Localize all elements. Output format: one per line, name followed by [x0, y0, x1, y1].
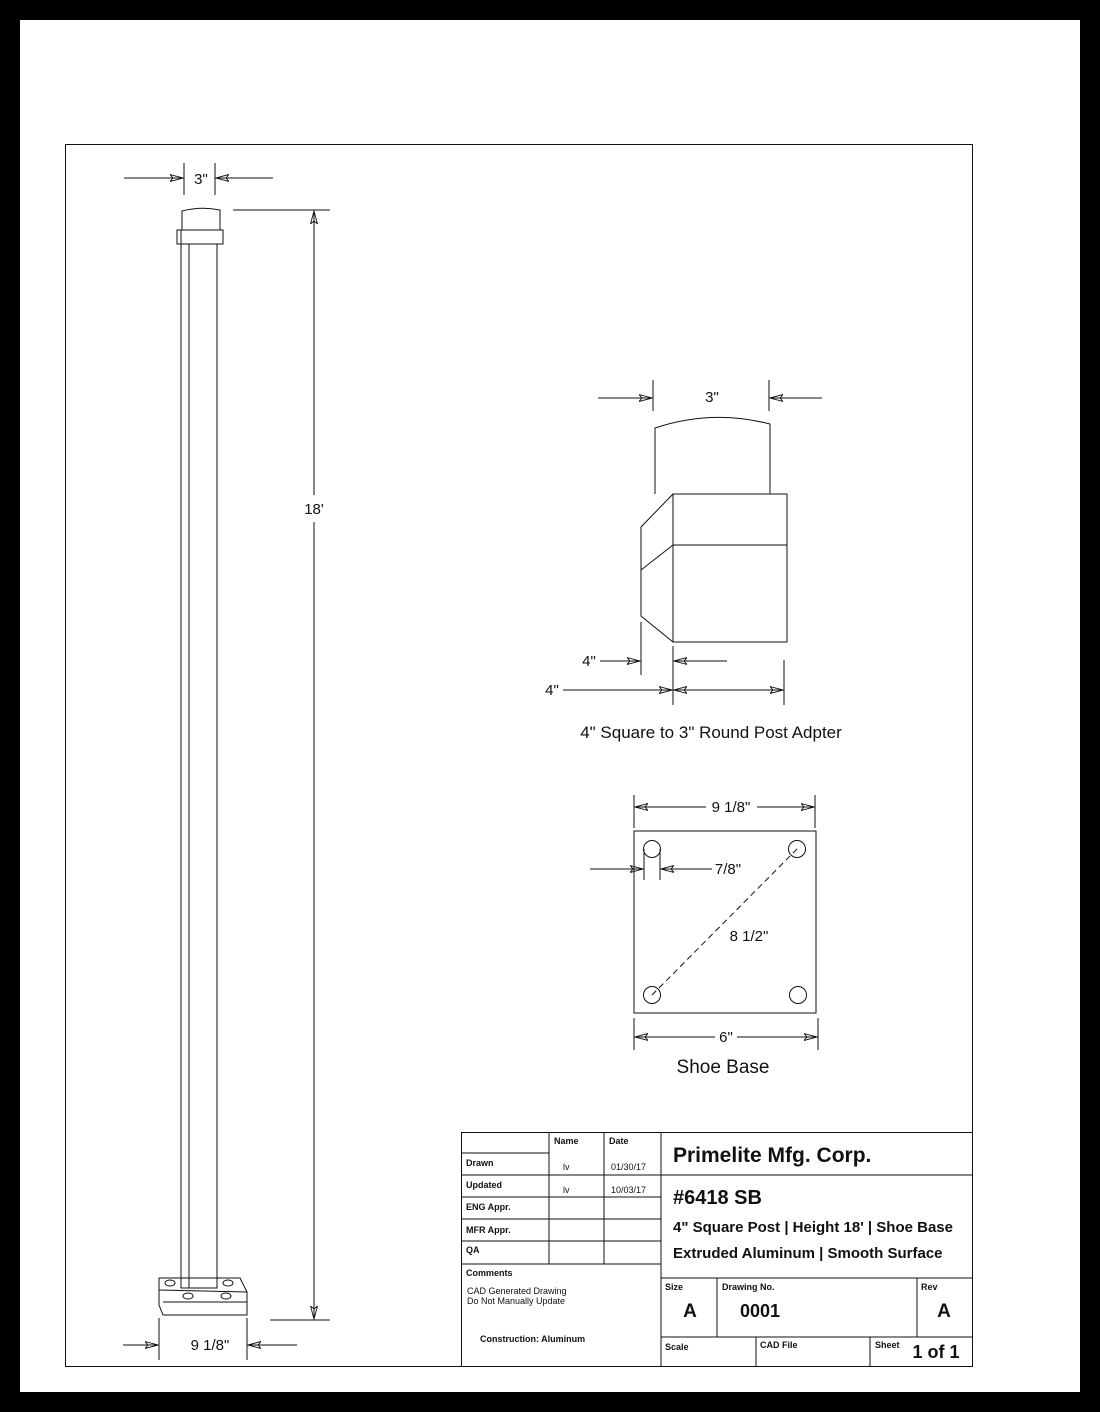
tb-row-label: MFR Appr. — [466, 1225, 511, 1235]
shoe-hole-dim: 7/8" — [714, 861, 742, 878]
tb-construction: Construction: Aluminum — [480, 1334, 586, 1344]
tb-comment-line: Do Not Manually Update — [467, 1296, 566, 1306]
tb-col-date: Date — [609, 1136, 629, 1146]
tb-drawing-no-value: 0001 — [740, 1301, 781, 1321]
tb-sheet-label: Sheet — [875, 1340, 900, 1350]
adapter-inner-dim: 4" — [582, 653, 596, 670]
adapter-outer-dim: 4" — [545, 682, 559, 699]
tb-description-line: 4" Square Post | Height 18' | Shoe Base — [673, 1219, 953, 1236]
paper — [20, 20, 1080, 1392]
tb-size-label: Size — [665, 1282, 684, 1292]
tb-description-line: Extruded Aluminum | Smooth Surface — [673, 1245, 943, 1262]
tb-row-date: 10/03/17 — [611, 1185, 647, 1195]
tb-row-name: lv — [563, 1162, 570, 1172]
tb-company-name: Primelite Mfg. Corp. — [673, 1144, 872, 1167]
tb-size-value: A — [683, 1301, 697, 1322]
post-width-dim: 3" — [194, 171, 208, 188]
tb-row-label: QA — [466, 1245, 480, 1255]
tb-rev-value: A — [937, 1301, 951, 1322]
tb-row-name: lv — [563, 1185, 570, 1195]
tb-row-label: Updated — [466, 1180, 502, 1190]
shoe-width-dim: 9 1/8" — [711, 799, 751, 816]
tb-col-name: Name — [554, 1136, 579, 1146]
tb-part-number: #6418 SB — [673, 1187, 762, 1209]
tb-scale-label: Scale — [665, 1342, 689, 1352]
tb-drawing-no-label: Drawing No. — [722, 1282, 775, 1292]
adapter-top-dim: 3" — [705, 389, 719, 406]
tb-comment-line: CAD Generated Drawing — [467, 1286, 567, 1296]
post-base-dim: 9 1/8" — [190, 1337, 230, 1354]
tb-sheet-value: 1 of 1 — [912, 1342, 960, 1362]
shoe-bolt-dim: 6" — [719, 1029, 733, 1046]
tb-row-label: ENG Appr. — [466, 1202, 511, 1212]
shoe-base-caption: Shoe Base — [676, 1057, 770, 1078]
tb-row-date: 01/30/17 — [611, 1162, 647, 1172]
tb-comments-label: Comments — [466, 1268, 513, 1278]
tb-rev-label: Rev — [921, 1282, 938, 1292]
shoe-diagonal-dim: 8 1/2" — [729, 928, 769, 945]
tb-cad-file-label: CAD File — [760, 1340, 798, 1350]
post-height-dim: 18' — [304, 501, 324, 518]
adapter-caption: 4" Square to 3" Round Post Adpter — [580, 723, 842, 742]
tb-row-label: Drawn — [466, 1158, 494, 1168]
